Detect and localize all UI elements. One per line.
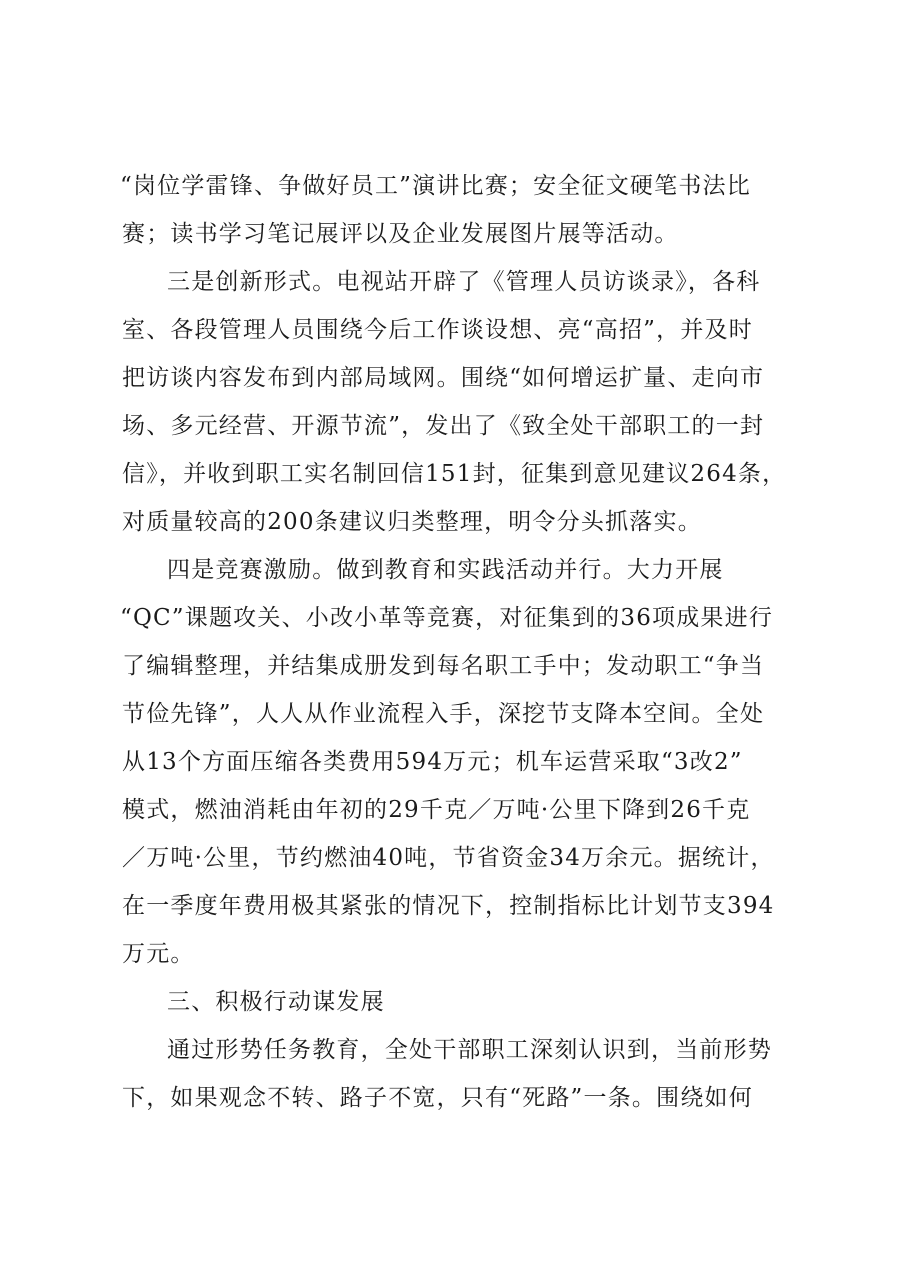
- text-line: 下，如果观念不转、路子不宽，只有“死路”一条。围绕如何: [122, 1085, 753, 1111]
- text-line: 三是创新形式。电视站开辟了《管理人员访谈录》，各科: [167, 269, 761, 295]
- text-line: 从13个方面压缩各类费用594万元；机车运营采取“3改2”: [122, 749, 743, 775]
- text-line: 室、各段管理人员围绕今后工作谈设想、亮“高招”，并及时: [122, 317, 753, 343]
- text-line: 通过形势任务教育，全处干部职工深刻认识到，当前形势: [167, 1037, 772, 1063]
- text-line: 场、多元经营、开源节流”，发出了《致全处干部职工的一封: [122, 413, 765, 439]
- text-line: 对质量较高的200条建议归类整理，明令分头抓落实。: [122, 509, 702, 535]
- text-line: 信》，并收到职工实名制回信151封，征集到意见建议264条，: [122, 461, 787, 487]
- text-line: ／万吨·公里，节约燃油40吨，节省资金34万余元。据统计，: [122, 845, 775, 871]
- text-line: 模式，燃油消耗由年初的29千克／万吨·公里下降到26千克: [122, 797, 751, 823]
- text-line: 了编辑整理，并结集成册发到每名职工手中；发动职工“争当: [122, 653, 765, 679]
- text-line: 节俭先锋”，人人从作业流程入手，深挖节支降本空间。全处: [122, 701, 765, 727]
- text-line: “岗位学雷锋、争做好员工”演讲比赛；安全征文硬笔书法比: [120, 173, 751, 199]
- text-line: “QC”课题攻关、小改小革等竞赛，对征集到的36项成果进行: [120, 605, 774, 631]
- section-heading: 三、积极行动谋发展: [167, 989, 385, 1015]
- text-line: 赛；读书学习笔记展评以及企业发展图片展等活动。: [122, 221, 679, 247]
- text-line: 在一季度年费用极其紧张的情况下，控制指标比计划节支394: [122, 893, 775, 919]
- text-line: 万元。: [122, 941, 195, 967]
- text-line: 把访谈内容发布到内部局域网。围绕“如何增运扩量、走向市: [122, 365, 765, 391]
- text-line: 四是竞赛激励。做到教育和实践活动并行。大力开展: [167, 557, 724, 583]
